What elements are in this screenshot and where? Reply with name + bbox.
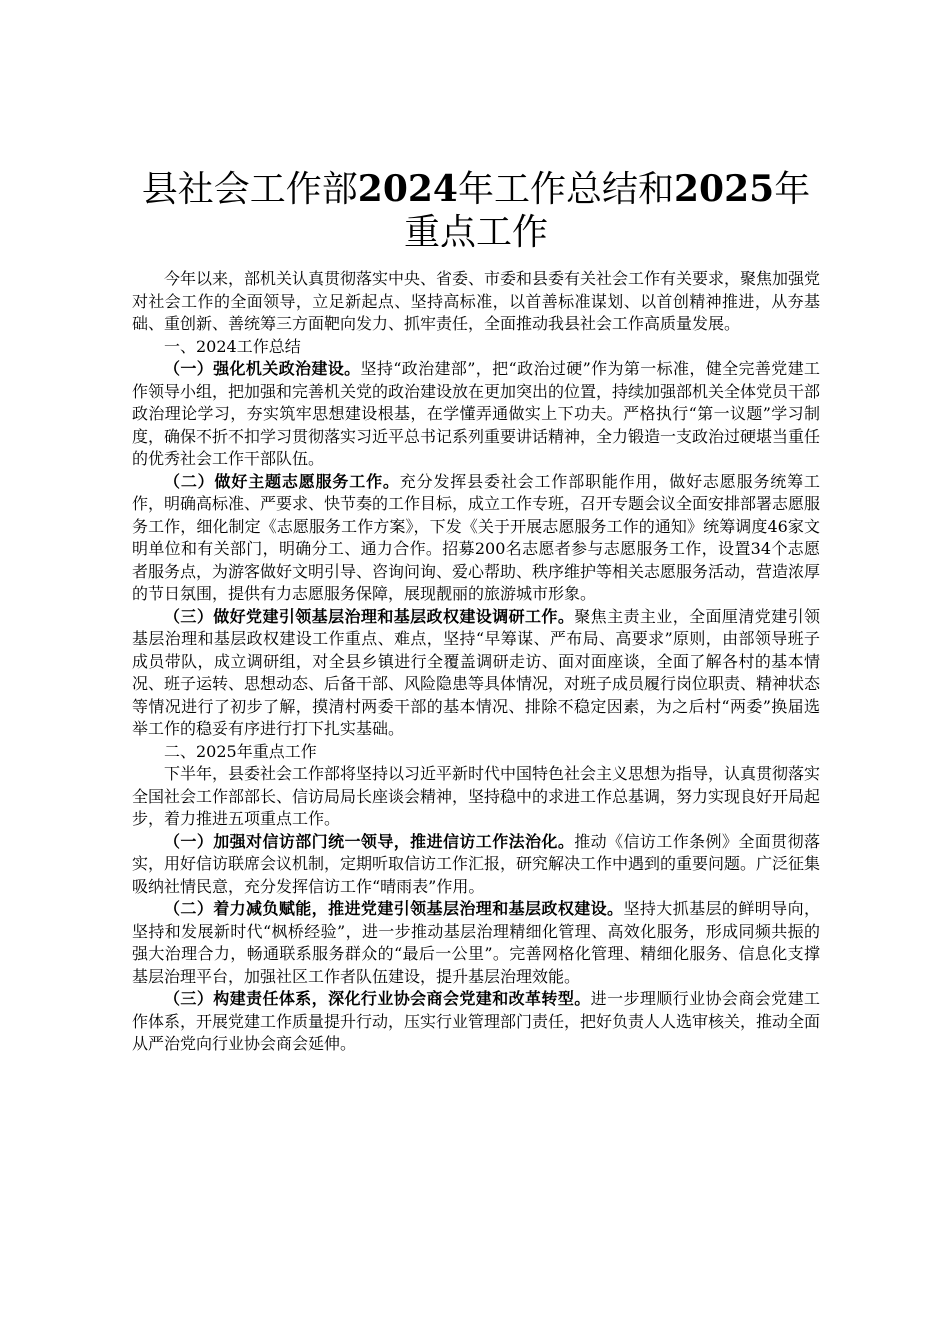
paragraph-text: 进一步理顺行业协会商会党建工作体系，开展党建工作质量提升行动，压实行业管理部门责任，把好负责人人选审核关，推动全面从严治党向行业协会商会延伸。 <box>132 989 821 1053</box>
title-part: 县社会工作部 <box>141 169 358 210</box>
document-page <box>132 168 820 1056</box>
paragraph-lead: （一）强化机关政治建设。 <box>164 359 361 378</box>
paragraph-lead: （三）做好党建引领基层治理和基层政权建设调研工作。 <box>164 606 575 626</box>
paragraph-text: 聚焦主责主业，全面厘清党建引领基层治理和基层政权建设工作重点、难点，坚持“早筹谋、严布局、高要求”原则，由部领导班子成员带队，成立调研组，对全县乡镇进行全覆盖调研走访、面对面座谈，全面了解各村的基本情况、班子运转、思想动态、后备干部、风险隐患等具体情况，对班子成员履行岗位职责、精神状态等情况进行了初步了解，摸清村两委干部的基本情况、排除不稳定因素，为之后村“两委”换届选举工作的稳妥有序进行打下扎实基础。 <box>132 606 821 738</box>
paragraph-lead: （二）着力减负赋能，推进党建引领基层治理和基层政权建设。 <box>164 899 624 918</box>
paragraph <box>132 831 820 899</box>
title-part: 年重点工作 <box>403 169 811 253</box>
paragraph-text: 推动《信访工作条例》全面贯彻落实，用好信访联席会议机制，定期听取信访工作汇报，研究解决工作中遇到的重要问题。广泛征集吸纳社情民意，充分发挥信访工作“晴雨表”作用。 <box>132 831 821 896</box>
paragraph <box>132 606 820 741</box>
intro-paragraph: 今年以来，部机关认真贯彻落实中央、省委、市委和县委有关社会工作有关要求，聚焦加强党对社会工作的全面领导，立足新起点、坚持高标准，以首善标准谋划、以首创精神推进，从夯基础、重创新、善统筹三方面靶向发力、抓牢责任，全面推动我县社会工作高质量发展。 <box>132 269 821 333</box>
section-heading-plan: 二、2025年重点工作 <box>164 741 317 761</box>
paragraph-text: 坚持大抓基层的鲜明导向，坚持和发展新时代“枫桥经验”，进一步推动基层治理精细化管理、高效化服务，形成同频共振的强大治理合力，畅通联系服务群众的“最后一公里”。完善网格化管理、精细化服务、信息化支撑基层治理平台，加强社区工作者队伍建设，提升基层治理效能。 <box>132 899 820 986</box>
paragraph <box>132 898 820 988</box>
document-title <box>132 168 820 254</box>
paragraph-text: 充分发挥县委社会工作部职能作用，做好志愿服务统筹工作，明确高标准、严要求、快节奏的工作目标，成立工作专班，召开专题会议全面安排部署志愿服务工作，细化制定《志愿服务工作方案》，下发《关于开展志愿服务工作的通知》统筹调度46家文明单位和有关部门，明确分工、通力合作。招募200名志愿者参与志愿服务工作，设置34个志愿者服务点，为游客做好文明引导、咨询问询、爱心帮助、秩序维护等相关志愿服务活动，营造浓厚的节日氛围，提供有力志愿服务保障，展现靓丽的旅游城市形象。 <box>132 471 821 603</box>
paragraph <box>132 988 820 1056</box>
paragraph-text: 坚持“政治建部”，把“政治过硬”作为第一标准，健全完善党建工作领导小组，把加强和完善机关党的政治建设放在更加突出的位置，持续加强部机关全体党员干部政治理论学习，夯实筑牢思想建设根基，在学懂弄通做实上下功夫。严格执行“第一议题”学习制度，确保不折不扣学习贯彻落实习近平总书记系列重要讲话精神，全力锻造一支政治过硬堪当重任的优秀社会工作干部队伍。 <box>132 359 821 468</box>
section-heading-summary: 一、2024工作总结 <box>164 336 301 356</box>
paragraph: 下半年，县委社会工作部将坚持以习近平新时代中国特色社会主义思想为指导，认真贯彻落实全国社会工作部部长、信访局局长座谈会精神，坚持稳中的求进工作总基调，努力实现良好开局起步，着力推进五项重点工作。 <box>132 764 821 828</box>
title-year-2025: 2025 <box>674 168 775 210</box>
title-part: 年工作总结和 <box>457 169 674 210</box>
paragraph-lead: （一）加强对信访部门统一领导，推进信访工作法治化。 <box>164 831 575 851</box>
paragraph-lead: （三）构建责任体系，深化行业协会商会党建和改革转型。 <box>164 989 591 1008</box>
paragraph <box>132 471 820 606</box>
title-year-2024: 2024 <box>357 168 458 210</box>
paragraph <box>132 358 820 471</box>
paragraph-lead: （二）做好主题志愿服务工作。 <box>164 471 400 491</box>
document-body <box>132 268 820 1056</box>
